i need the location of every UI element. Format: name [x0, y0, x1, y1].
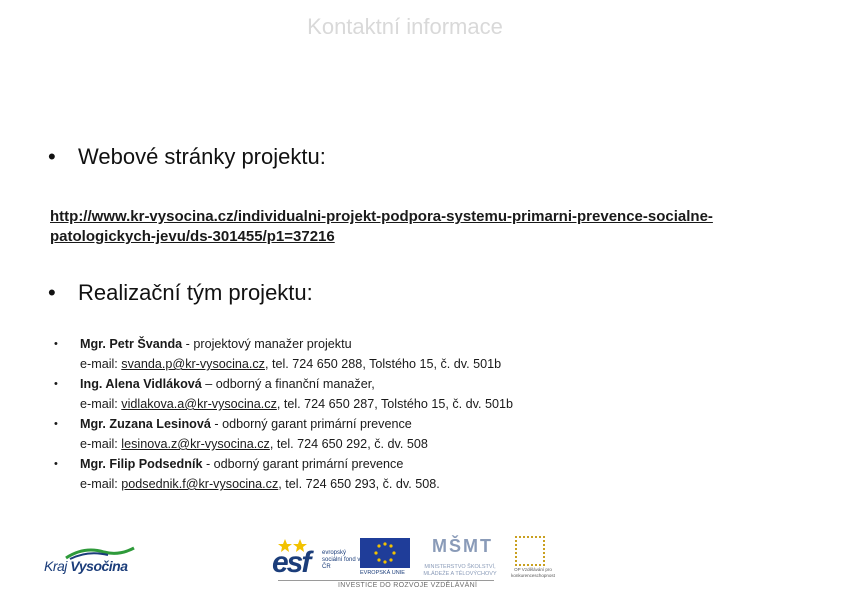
email-link[interactable]: vidlakova.a@kr-vysocina.cz — [121, 397, 277, 411]
divider — [278, 580, 494, 581]
kraj-vysocina-logo — [44, 544, 134, 578]
list-item — [54, 454, 774, 494]
vysocina-text: Vysočina — [70, 558, 128, 574]
list-item — [54, 414, 774, 454]
member-role: - odborný garant primární prevence — [202, 457, 404, 471]
msmt-logo — [420, 536, 500, 580]
member-name: Mgr. Zuzana Lesinová — [80, 417, 211, 431]
team-list — [54, 334, 774, 494]
email-prefix: e-mail: — [80, 437, 122, 451]
email-link[interactable]: lesinova.z@kr-vysocina.cz — [121, 437, 270, 451]
member-name: Ing. Alena Vidláková — [80, 377, 202, 391]
member-details: , tel. 724 650 293, č. dv. 508. — [278, 477, 440, 491]
esf-logo — [272, 538, 361, 579]
member-name: Mgr. Petr Švanda — [80, 337, 183, 351]
team-heading — [48, 280, 313, 306]
op-caption: OP Vzdělávání pro konkurenceschopnost — [511, 567, 555, 578]
eu-stars-icon — [360, 538, 410, 568]
eu-flag-icon — [360, 538, 410, 568]
invest-caption: INVESTICE DO ROZVOJE VZDĚLÁVÁNÍ — [338, 582, 478, 589]
op-logo — [505, 536, 561, 580]
eu-label: EVROPSKÁ UNIE — [360, 570, 405, 576]
email-link[interactable]: svanda.p@kr-vysocina.cz — [121, 357, 265, 371]
bullet: • — [54, 378, 58, 390]
kraj-text: Kraj — [44, 558, 71, 574]
msmt-caption: MINISTERSTVO ŠKOLSTVÍ, MLÁDEŽE A TĚLOVÝCHOVY — [423, 564, 497, 577]
list-item — [54, 374, 774, 414]
bullet: • — [48, 280, 56, 305]
member-role: – odborný a finanční manažer, — [201, 377, 375, 391]
op-square-icon — [515, 536, 545, 566]
page-title: Kontaktní informace — [307, 14, 503, 39]
logo-strip — [0, 530, 842, 595]
esf-subtitle: evropský sociální fond v ČR — [322, 550, 361, 570]
msmt-monogram: MŠMT — [432, 536, 493, 556]
email-prefix: e-mail: — [80, 397, 122, 411]
bullet: • — [54, 418, 58, 430]
member-details: , tel. 724 650 292, č. dv. 508 — [269, 437, 428, 451]
esf-text: esf — [272, 546, 310, 579]
email-prefix: e-mail: — [80, 357, 122, 371]
web-heading-text: Webové stránky projektu: — [78, 144, 326, 169]
email-prefix: e-mail: — [80, 477, 122, 491]
bullet: • — [54, 338, 58, 350]
member-details: , tel. 724 650 288, Tolstého 15, č. dv. 501b — [264, 357, 502, 371]
bullet: • — [48, 144, 56, 169]
project-link[interactable]: http://www.kr-vysocina.cz/individualni-projekt-podpora-systemu-primarni-prevence-socialne-patologickych-jevu/ds-301455/p1=37216 — [50, 208, 713, 245]
team-heading-text: Realizační tým projektu: — [78, 280, 313, 305]
list-item — [54, 334, 774, 374]
member-name: Mgr. Filip Podsedník — [80, 457, 203, 471]
web-heading — [48, 144, 326, 170]
member-role: - projektový manažer projektu — [182, 337, 352, 351]
eu-logo — [360, 538, 410, 578]
member-role: - odborný garant primární prevence — [210, 417, 412, 431]
member-details: , tel. 724 650 287, Tolstého 15, č. dv. 501b — [276, 397, 514, 411]
bullet: • — [54, 458, 58, 470]
email-link[interactable]: podsednik.f@kr-vysocina.cz — [121, 477, 279, 491]
